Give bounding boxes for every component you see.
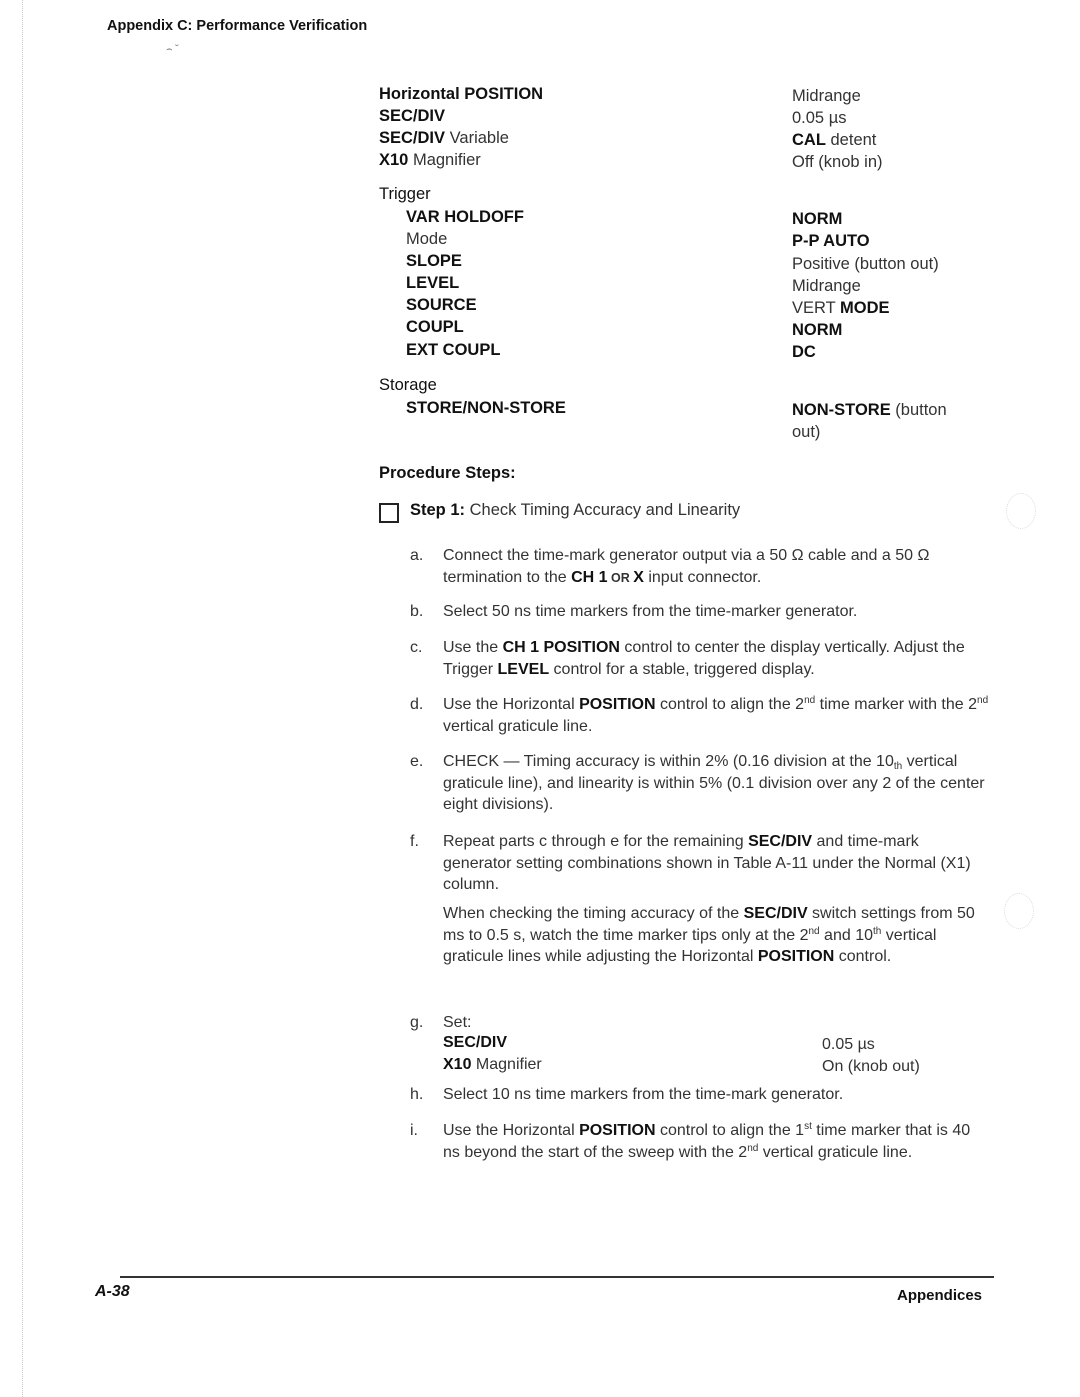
value-sec-div: 0.05 µs <box>792 109 847 127</box>
list-item-d: d. Use the Horizontal POSITION control to align the 2nd time marker with the 2nd vertical graticule line. <box>410 695 989 735</box>
value-slope: Positive (button out) <box>792 255 939 273</box>
step-1-heading: Step 1: Check Timing Accuracy and Linearity <box>410 501 741 519</box>
scan-mark: ⌢ ˘ <box>166 44 179 55</box>
setting-sec-div-variable: SEC/DIV Variable <box>379 129 509 147</box>
footer-section: Appendices <box>897 1287 983 1304</box>
setting-slope: SLOPE <box>406 252 462 270</box>
step-checkbox[interactable] <box>379 503 399 523</box>
g-setting-x10: X10 Magnifier <box>443 1056 542 1073</box>
setting-var-holdoff: VAR HOLDOFF <box>406 208 524 226</box>
list-item-g: g. Set: <box>410 1014 472 1031</box>
value-store-non-store: NON-STORE (button <box>792 401 947 419</box>
list-item-c: c. Use the CH 1 POSITION control to center the display vertically. Adjust the Trigger LEVEL control for a stable, triggered display. <box>410 639 965 678</box>
list-item-f: f. Repeat parts c through e for the remaining SEC/DIV and time-mark generator setting combinations shown in Table A-11 under the Normal (X1) column. <box>410 833 971 893</box>
group-storage: Storage <box>379 376 437 394</box>
g-value-x10: On (knob out) <box>822 1058 920 1075</box>
setting-level: LEVEL <box>406 274 460 292</box>
running-header: Appendix C: Performance Verification <box>107 18 368 34</box>
g-value-sec-div: 0.05 µs <box>822 1036 875 1053</box>
list-item-i: i. Use the Horizontal POSITION control to align the 1st time marker that is 40 ns beyond the start of the sweep with the 2nd vertical graticule line. <box>410 1121 971 1161</box>
page-number: A-38 <box>95 1283 130 1300</box>
value-source: VERT MODE <box>792 299 890 317</box>
note-paragraph: When checking the timing accuracy of the SEC/DIV switch settings from 50 ms to 0.5 s, watch the time marker tips only at the 2nd and 10th vertical graticule lines while adjusting the Horizontal POSITION control. <box>443 905 975 965</box>
procedure-steps-heading: Procedure Steps: <box>379 464 516 482</box>
footer-rule <box>120 1276 994 1278</box>
g-setting-sec-div: SEC/DIV <box>443 1034 508 1051</box>
group-trigger: Trigger <box>379 185 431 203</box>
list-item-h: h. Select 10 ns time markers from the time-mark generator. <box>410 1086 844 1103</box>
scan-artifact <box>1006 493 1036 529</box>
setting-sec-div: SEC/DIV <box>379 107 446 125</box>
setting-horizontal-position: Horizontal POSITION <box>379 85 544 103</box>
setting-coupl: COUPL <box>406 318 464 336</box>
setting-mode: Mode <box>406 230 448 248</box>
setting-ext-coupl: EXT COUPL <box>406 341 501 359</box>
page-spine-line <box>22 0 24 1397</box>
value-coupl: NORM <box>792 321 843 339</box>
setting-store-non-store: STORE/NON-STORE <box>406 399 566 417</box>
value-mode: P-P AUTO <box>792 232 870 250</box>
value-store-non-store-cont: out) <box>792 423 821 441</box>
setting-source: SOURCE <box>406 296 477 314</box>
value-sec-div-variable: CAL detent <box>792 131 877 149</box>
value-horizontal-position: Midrange <box>792 87 861 105</box>
value-level: Midrange <box>792 277 861 295</box>
list-item-a: a. Connect the time-mark generator output via a 50 Ω cable and a 50 Ω termination to the CH 1 OR X input connector. <box>410 547 930 586</box>
scan-artifact <box>1004 893 1034 929</box>
list-item-e: e. CHECK — Timing accuracy is within 2% (0.16 division at the $10_{th}$ vertical graticule line), and linearity is within 5% (0.1 division over any 2 of the center eight divisions). <box>410 753 985 813</box>
setting-x10-magnifier: X10 Magnifier <box>379 151 481 169</box>
list-item-b: b. Select 50 ns time markers from the time-marker generator. <box>410 603 858 620</box>
value-ext-coupl: DC <box>792 343 816 361</box>
value-x10-magnifier: Off (knob in) <box>792 153 883 171</box>
value-var-holdoff: NORM <box>792 210 843 228</box>
